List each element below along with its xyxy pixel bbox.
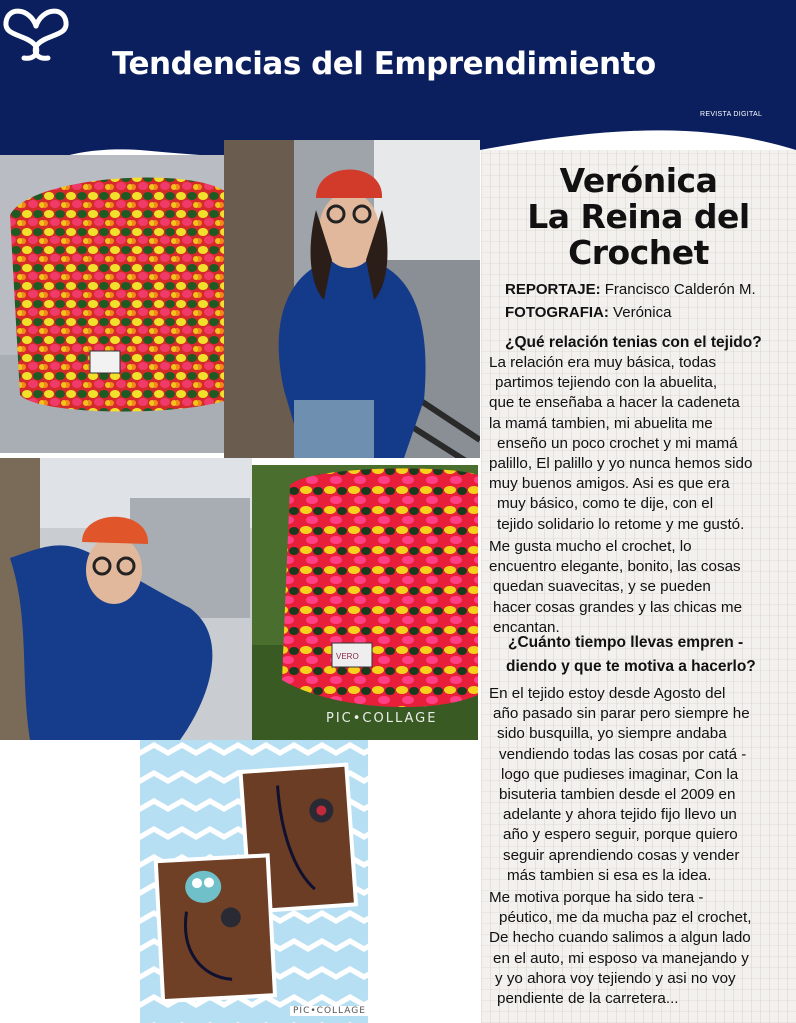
text-line: Me gusta mucho el crochet, lo — [489, 538, 692, 555]
text-line: seguir aprendiendo cosas y vender — [503, 846, 740, 864]
text-line: año pasado sin parar pero siempre he — [493, 705, 750, 723]
text-line: pendiente de la carretera... — [497, 990, 679, 1008]
article-title-line-3: Crochet — [568, 233, 709, 272]
text-line: la mamá tambien, mi abuelita me — [489, 414, 713, 432]
text-line: En el tejido estoy desde Agosto del — [489, 685, 726, 702]
text-line: encuentro elegante, bonito, las cosas — [489, 558, 741, 576]
text-line: encantan. — [493, 618, 560, 636]
text-line: año y espero seguir, porque quiero — [503, 826, 738, 844]
text-line: hacer cosas grandes y las chicas me — [493, 598, 743, 616]
answer-1 — [489, 353, 794, 535]
text-line: sido busquilla, yo siempre andaba — [497, 725, 727, 743]
text-line: muy básico, como te dije, con el — [497, 495, 714, 513]
question-2-line-2: diendo y que te motiva a hacerlo? — [506, 658, 756, 675]
answer-1b — [489, 537, 794, 638]
ss-heart-logo-icon — [0, 0, 72, 64]
credit-value: Francisco Calderón M. — [600, 281, 756, 298]
text-line: palillo, El palillo y yo nunca hemos sido — [489, 455, 753, 473]
text-line: más tambien si esa es la idea. — [507, 866, 712, 884]
credit-value: Verónica — [608, 304, 672, 321]
credit-label: FOTOGRAFIA: — [505, 304, 609, 321]
credit-label: REPORTAJE: — [505, 281, 601, 298]
magazine-title: Tendencias del Emprendimiento — [112, 46, 656, 82]
credit-reportaje — [505, 281, 756, 298]
text-line: De hecho cuando salimos a algun lado — [489, 929, 751, 947]
photo-hat-grass — [252, 465, 478, 740]
magazine-subtitle: REVISTA DIGITAL — [700, 111, 763, 118]
text-line: quedan suavecitas, y se pueden — [493, 578, 711, 596]
text-line: vendiendo todas las cosas por catá - — [499, 745, 747, 763]
text-line: muy buenos amigos. Asi es que era — [489, 475, 730, 493]
question-1: ¿Qué relación tenias con el tejido? — [505, 334, 762, 351]
answer-2 — [489, 684, 794, 886]
credit-fotografia — [505, 304, 671, 321]
text-line: y yo ahora voy tejiendo y asi no voy — [495, 969, 736, 987]
text-line: en el auto, mi esposo va manejando y — [493, 949, 749, 967]
pic-collage-label-2: PIC•COLLAGE — [290, 1006, 368, 1016]
question-2-line-1: ¿Cuánto tiempo llevas empren - — [508, 634, 744, 651]
hat-tag-text: VERO — [336, 652, 359, 661]
answer-2b — [489, 888, 794, 1009]
article-title-line-2: La Reina del — [527, 197, 750, 236]
article-title-line-1: Verónica — [559, 161, 718, 200]
article-title — [481, 163, 796, 271]
photo-owl-collage — [140, 740, 368, 1023]
text-line: péutico, me da mucha paz el crochet, — [499, 909, 752, 927]
text-line: enseño un poco crochet y mi mamá — [497, 434, 738, 452]
photo-woman-hat — [0, 458, 252, 740]
text-line: logo que pudieses imaginar, Con la — [501, 765, 739, 783]
photo-hat-top — [0, 155, 248, 453]
text-line: que te enseñaba a hacer la cadeneta — [489, 394, 740, 412]
text-line: adelante y ahora tejido fijo llevo un — [503, 806, 737, 824]
pic-collage-label: PIC•COLLAGE — [326, 711, 438, 726]
text-line: tejido solidario lo retome y me gustó. — [497, 515, 745, 533]
text-line: La relación era muy básica, todas — [489, 354, 717, 371]
text-line: Me motiva porque ha sido tera - — [489, 889, 704, 906]
photo-woman-balcony — [224, 140, 480, 458]
text-line: partimos tejiendo con la abuelita, — [495, 374, 718, 392]
text-line: bisuteria tambien desde el 2009 en — [499, 786, 736, 804]
